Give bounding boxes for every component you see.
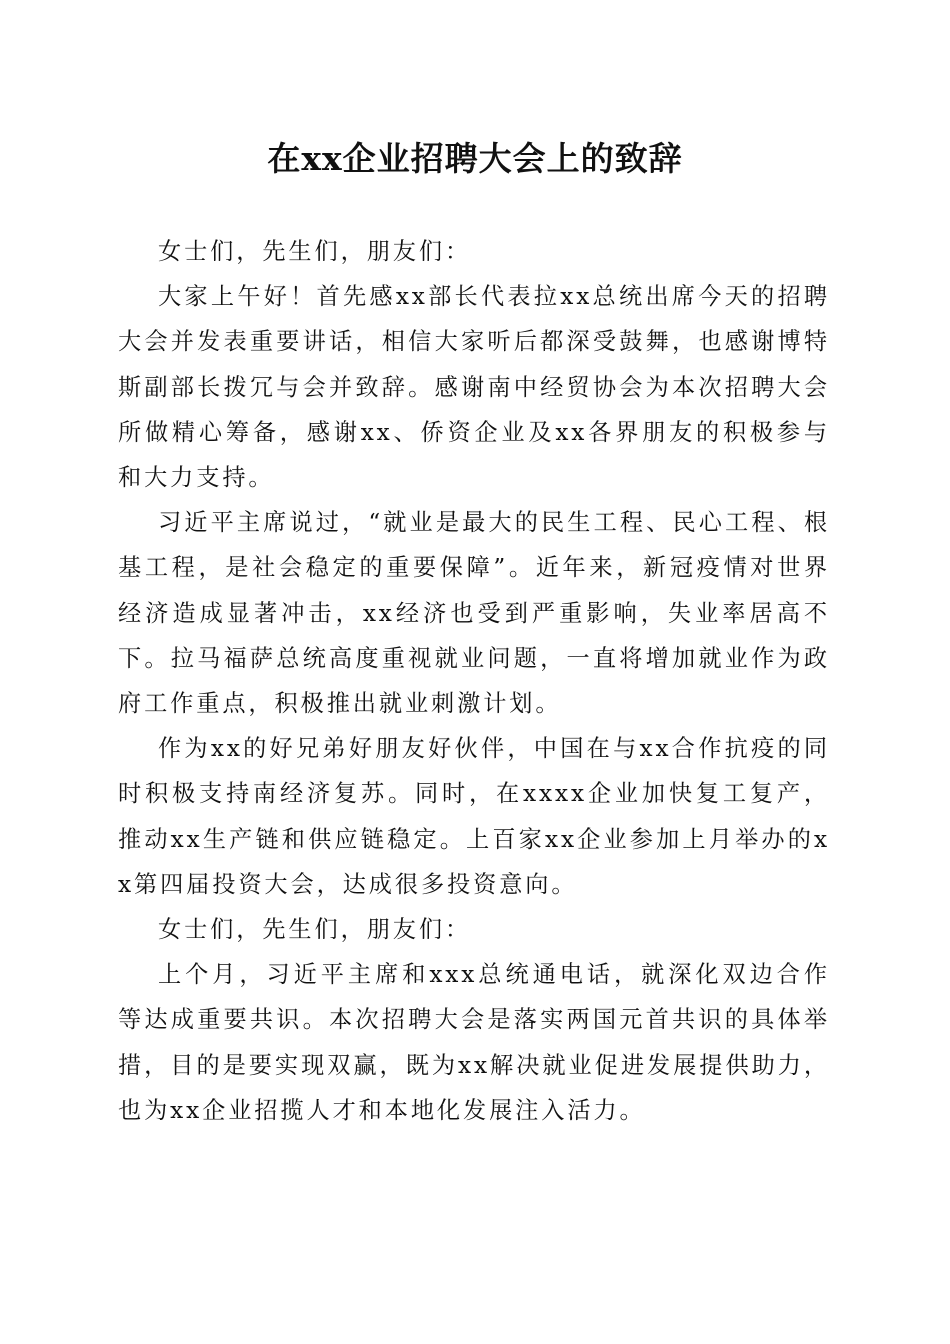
paragraph-closing: 上个月，习近平主席和xxx总统通电话，就深化双边合作等达成重要共识。本次招聘大会是落实两国元首共识的具体举措，目的是要实现双赢，既为xx解决就业促进发展提供助力，也为xx企业招揽人才和本地化发展注入活力。	[118, 961, 830, 1124]
paragraph-greeting-repeat: 女士们，先生们，朋友们：	[158, 916, 472, 944]
paragraph-greeting: 女士们，先生们，朋友们：	[158, 238, 472, 265]
document-title: 在xx企业招聘大会上的致辞	[267, 139, 683, 178]
document-body	[118, 229, 830, 1133]
paragraph-employment: 习近平主席说过，“就业是最大的民生工程、民心工程、根基工程，是社会稳定的重要保障”。近年来，新冠疫情对世界经济造成显著冲击，xx经济也受到严重影响，失业率居高不下。拉马福萨总统高度重视就业问题，一直将增加就业作为政府工作重点，积极推出就业刺激计划。	[118, 509, 830, 718]
paragraph-cooperation: 作为xx的好兄弟好朋友好伙伴，中国在与xx合作抗疫的同时积极支持南经济复苏。同时，在xxxx企业加快复工复产，推动xx生产链和供应链稳定。上百家xx企业参加上月举办的xx第四届投资大会，达成很多投资意向。	[118, 735, 830, 898]
paragraph-opening: 大家上午好！首先感xx部长代表拉xx总统出席今天的招聘大会并发表重要讲话，相信大家听后都深受鼓舞，也感谢博特斯副部长拨冗与会并致辞。感谢南中经贸协会为本次招聘大会所做精心筹备，感谢xx、侨资企业及xx各界朋友的积极参与和大力支持。	[118, 283, 830, 492]
